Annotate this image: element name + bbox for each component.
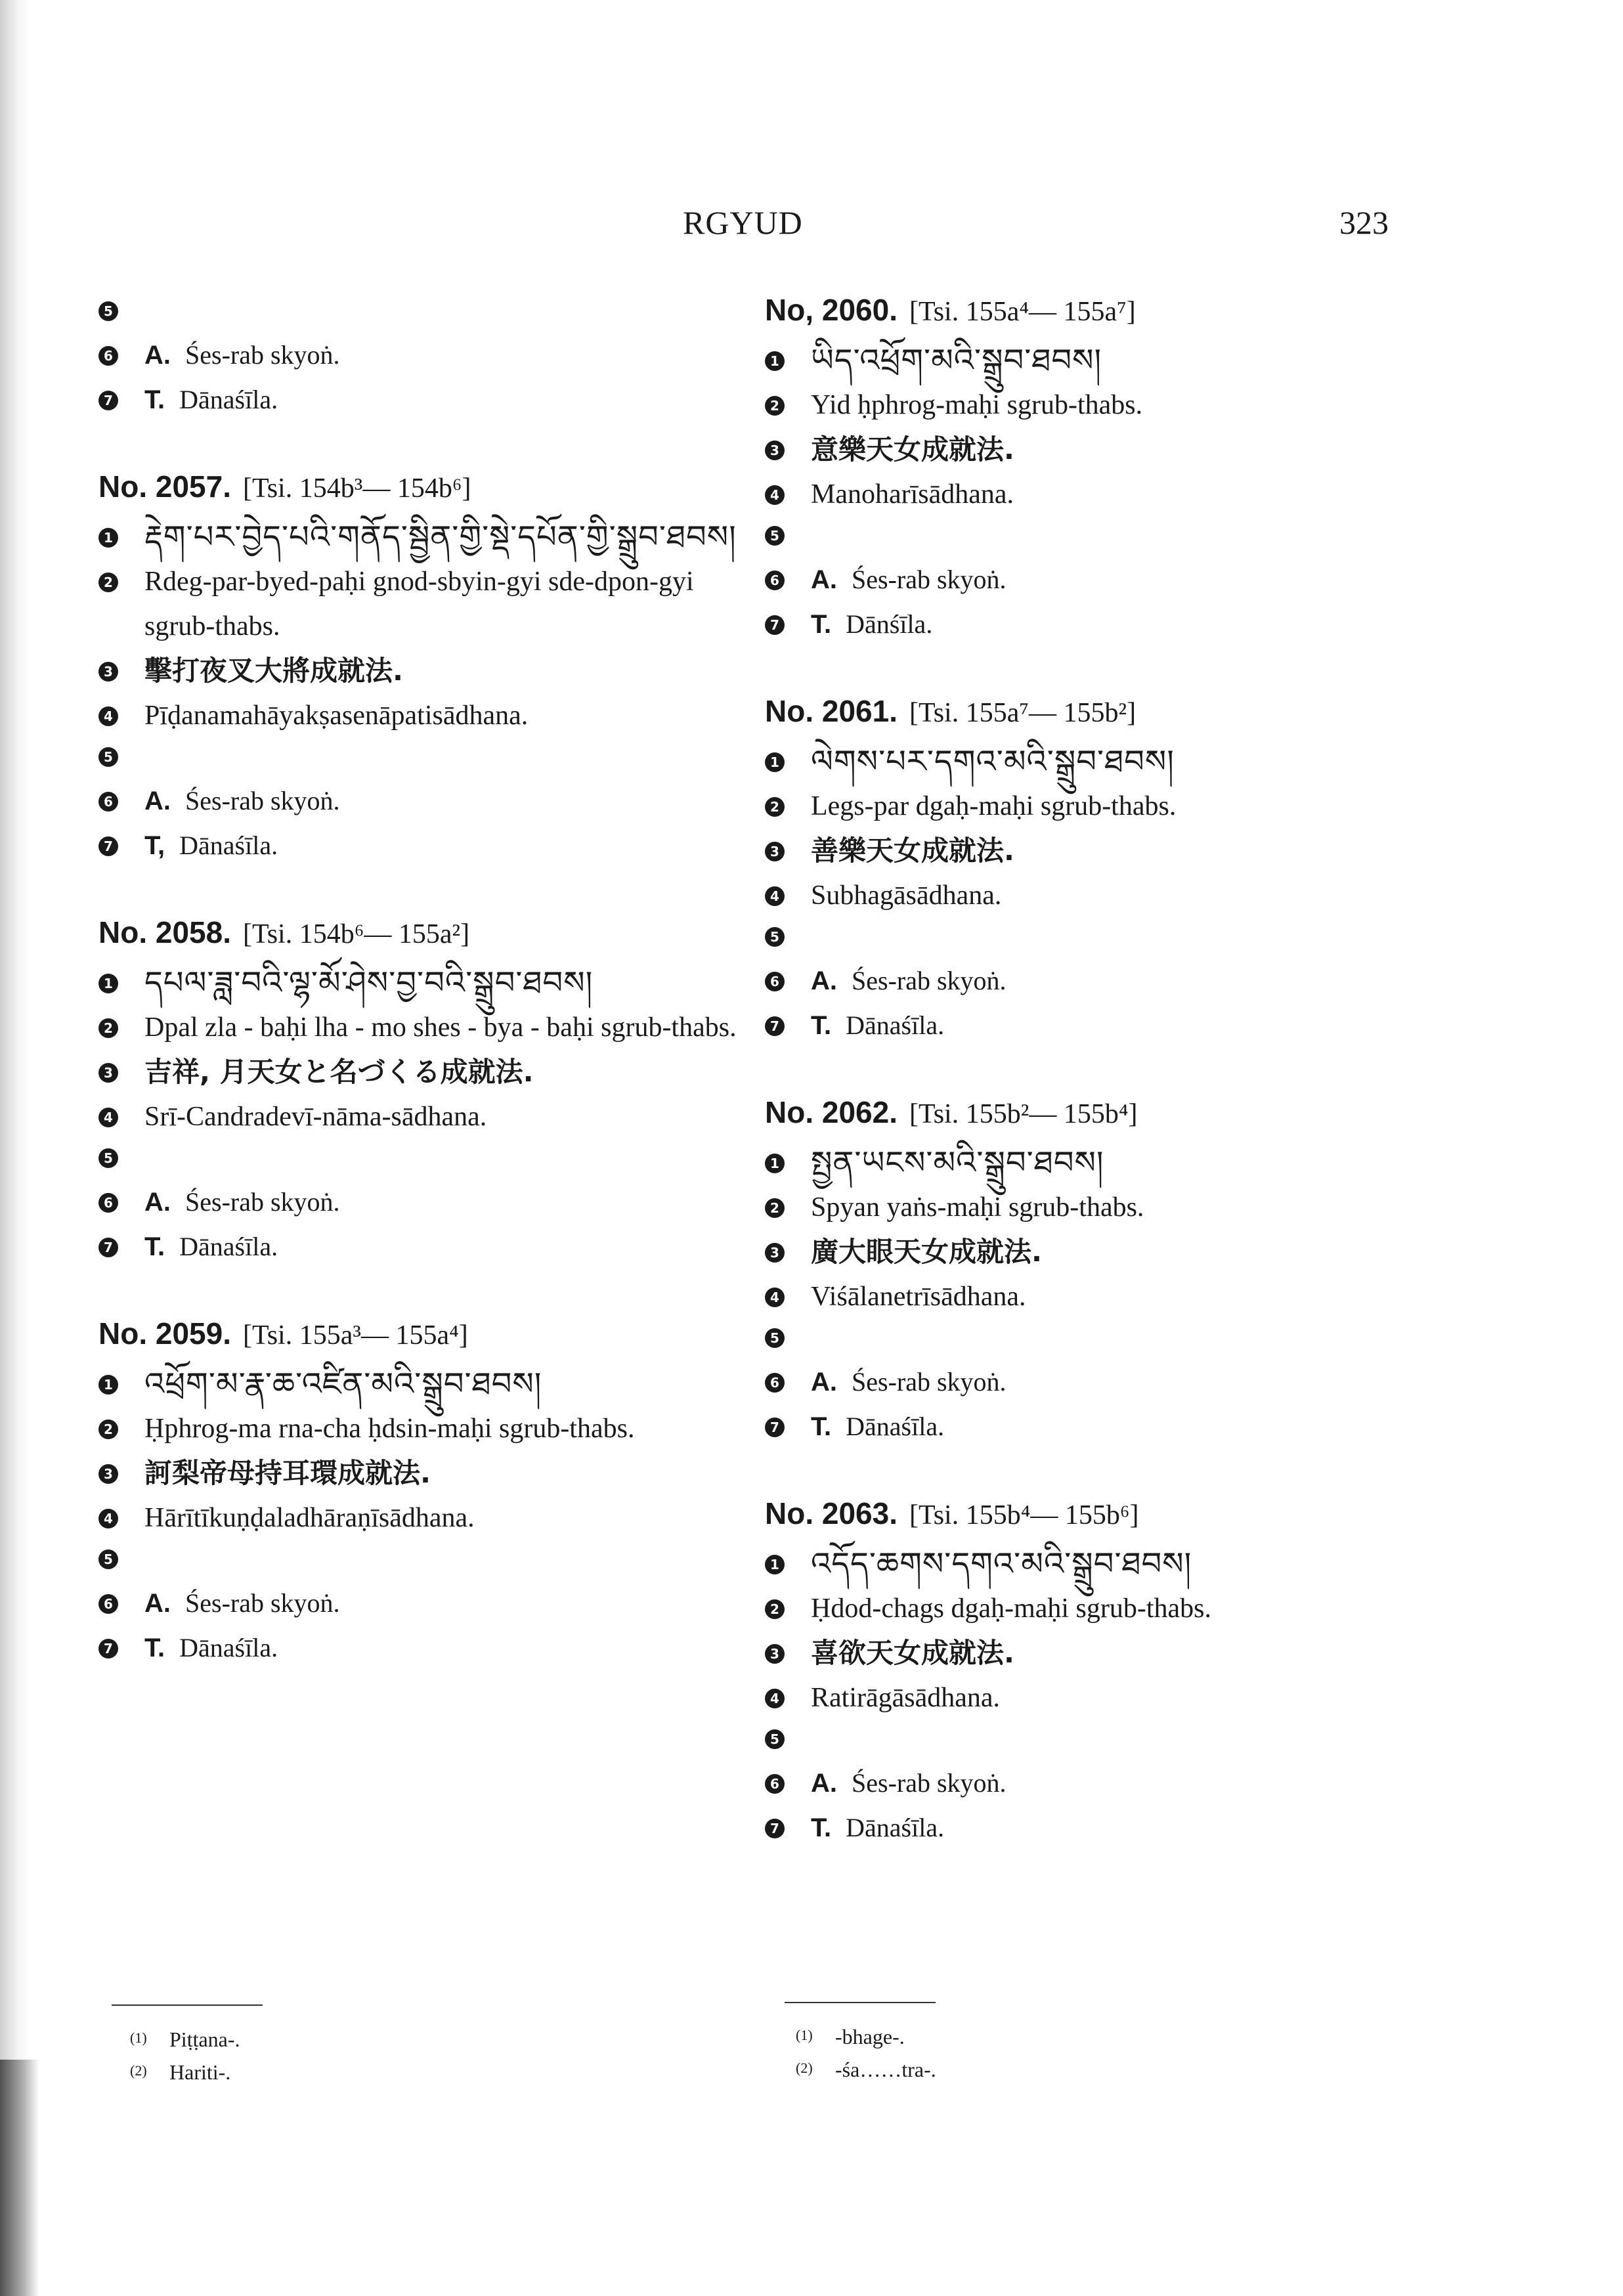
entry-list [98,466,755,1674]
author [811,1364,1421,1400]
field-line [765,1765,1421,1809]
author [811,561,1421,598]
author [811,1765,1421,1802]
entry-heading [98,1312,755,1356]
sanskrit-title: Hārītīkuṇḍaladhāraṇīsādhana. [144,1503,475,1533]
author: Śes-rab skyoṅ. [852,1367,1006,1397]
author [144,783,755,819]
field-line [765,1542,1421,1586]
field-line [98,1630,755,1674]
translator [144,1228,755,1265]
footnote-rule [112,2004,263,2006]
entry-number: No. 2061. [765,694,898,728]
field-line [98,1094,755,1139]
translator: Dānaśīla. [179,385,278,414]
number-marker: 7 [765,615,785,635]
number-marker: 6 [98,792,118,812]
number-marker: 5 [98,1148,118,1168]
catalog-entry [765,289,1421,651]
transliteration: Spyan yaṅs-maḥi sgrub-thabs. [811,1192,1144,1223]
field-line [98,827,755,872]
tibetan-title: སྤྱན་ཡངས་མའི་སྒྲུབ་ཐབས། [811,1144,1104,1181]
field-line [765,1274,1421,1319]
field-line [765,561,1421,606]
translator-label: T. [144,1634,165,1662]
right-column [765,289,1421,1854]
translator [811,1408,1421,1445]
number-marker: 3 [765,1644,785,1664]
field-line [98,381,755,426]
number-marker: 2 [765,1599,785,1619]
translator: Dānaśīla. [179,1232,278,1261]
number-marker: 1 [98,528,118,548]
chinese-title: 善樂天女成就法. [811,834,1014,867]
number-marker: 3 [98,1464,118,1484]
folio-reference: [Tsi. 155b²— 155b⁴] [909,1099,1138,1129]
field-line [98,559,755,649]
entry-number: No. 2057. [98,469,231,504]
number-marker: 2 [765,797,785,817]
author-label: A. [144,1188,171,1217]
number-marker: 7 [98,836,118,856]
folio-reference: [Tsi. 155b⁴— 155b⁶] [909,1500,1139,1530]
number-marker: 1 [98,974,118,993]
catalog-entry [765,1492,1421,1854]
translator: Dānśīla. [846,609,933,639]
catalog-entry [98,466,755,872]
field-line [765,338,1421,383]
page-scan-edge [0,0,30,2296]
chinese-title: 意樂天女成就法. [811,433,1014,466]
author-label: A. [144,787,171,815]
catalog-entry [765,690,1421,1052]
number-marker: 1 [765,1154,785,1173]
chinese-title: 喜欲天女成就法. [811,1637,1014,1669]
page-number: 323 [1339,204,1389,241]
number-marker: 7 [765,1016,785,1036]
field-line [98,1406,755,1451]
sanskrit-title: Manoharīsādhana. [811,479,1014,509]
entry-heading [765,289,1421,333]
field-line [98,1005,755,1050]
footnote: (1) Piṭṭana-. [130,2027,240,2051]
author-label: A. [811,1769,837,1798]
translator [144,827,755,864]
translator: Dānaśīla. [179,831,278,860]
running-header: RGYUD [683,204,803,241]
entry-heading [765,1492,1421,1536]
footnotes-left [130,2022,240,2088]
footnote: (2) Hariti-. [130,2060,231,2084]
number-marker: 6 [765,1774,785,1794]
field-line [765,1720,1421,1765]
folio-reference: [Tsi. 154b³— 154b⁶] [243,473,471,504]
entry-number: No. 2058. [98,915,231,949]
number-marker: 6 [765,571,785,590]
transliteration: Rdeg-par-byed-paḥi gnod-sbyin-gyi sde-dpon-gyi sgrub-thabs. [144,567,694,641]
field-line [98,1362,755,1406]
number-marker: 5 [98,1549,118,1569]
translator-label: T, [144,831,165,860]
field-line [765,784,1421,829]
field-line [765,1319,1421,1364]
number-marker: 6 [98,346,118,366]
author-label: A. [811,1368,837,1397]
number-marker: 7 [98,1639,118,1658]
field-line [765,1185,1421,1230]
field-line [765,1631,1421,1676]
number-marker: 3 [765,1243,785,1263]
chinese-title: 廣大眼天女成就法. [811,1236,1042,1268]
transliteration: Legs-par dgaḥ-maḥi sgrub-thabs. [811,791,1177,821]
number-marker: 1 [765,351,785,371]
field-line [98,1184,755,1228]
catalog-entry [98,1312,755,1674]
translator: Dānaśīla. [846,1412,945,1441]
translator [811,606,1421,643]
number-marker: 3 [98,1063,118,1083]
transliteration: Ḥdod-chags dgaḥ-maḥi sgrub-thabs. [811,1593,1212,1624]
number-marker: 2 [765,396,785,416]
field-line [98,337,755,381]
author [811,963,1421,999]
field-line [98,1585,755,1630]
number-marker: 5 [765,1328,785,1348]
field-line [98,738,755,783]
number-marker: 6 [765,972,785,991]
field-line [98,649,755,693]
number-marker: 2 [98,1018,118,1038]
sanskrit-title: Ratirāgāsādhana. [811,1683,1001,1713]
number-marker: 3 [765,842,785,861]
field-line [765,1007,1421,1052]
translator-label: T. [811,1011,832,1040]
field-line [765,963,1421,1007]
number-marker: 5 [98,747,118,767]
number-marker: 5 [765,927,785,947]
field-line [765,918,1421,963]
number-marker: 6 [98,1193,118,1213]
number-marker: 5 [765,1729,785,1749]
author-label: A. [811,966,837,995]
page-scan-shadow [0,2060,39,2296]
number-marker: 4 [98,1108,118,1127]
author: Śes-rab skyoṅ. [852,565,1006,594]
translator-label: T. [811,1813,832,1842]
number-marker: 1 [765,1555,785,1574]
chinese-title: 擊打夜叉大將成就法. [144,655,403,687]
tibetan-title: རྡེག་པར་བྱེད་པའི་གནོད་སྦྱིན་གྱི་སྡེ་དཔོན་གྱི་སྒྲུབ་ཐབས། [144,519,737,555]
field-line [765,873,1421,918]
field-line [98,1139,755,1184]
author: Śes-rab skyoṅ. [185,1187,340,1217]
number-marker: 7 [765,1819,785,1838]
folio-reference: [Tsi. 154b⁶— 155a²] [243,919,470,949]
number-marker: 7 [98,391,118,410]
field-line [765,1408,1421,1453]
field-line [765,517,1421,561]
entry-heading [765,690,1421,734]
catalog-entry [765,1091,1421,1453]
number-marker: 4 [765,1689,785,1708]
number-marker: 5 [765,526,785,546]
field-line [765,739,1421,784]
entry-heading [765,1091,1421,1135]
sanskrit-title: Srī-Candradevī-nāma-sādhana. [144,1102,487,1132]
footnote: (2) -śa……tra-. [796,2058,936,2081]
field-line [765,383,1421,427]
field-line [765,1140,1421,1185]
number-marker: 2 [98,573,118,592]
number-marker: 1 [765,752,785,772]
field-line [98,693,755,738]
translator-label: T. [144,385,165,414]
translator-label: T. [811,610,832,639]
chinese-title: 訶梨帝母持耳環成就法. [144,1457,431,1489]
translator-label: T. [144,1232,165,1261]
number-marker: 2 [98,1419,118,1439]
number-marker: 4 [765,1288,785,1307]
tibetan-title: འདོད་ཆགས་དགའ་མའི་སྒྲུབ་ཐབས། [811,1546,1192,1582]
number-marker: 4 [98,706,118,726]
footnote: (1) -bhage-. [796,2025,905,2048]
entry-heading [98,911,755,955]
translator: Dānaśīla. [179,1633,278,1662]
tibetan-title: དཔལ་ཟླ་བའི་ལྷ་མོ་ཤེས་བྱ་བའི་སྒྲུབ་ཐབས། [144,964,594,1001]
continued-entry [98,292,755,426]
field-line [98,292,755,337]
number-marker: 2 [765,1198,785,1218]
entry-number: No. 2062. [765,1095,898,1129]
number-marker: 5 [98,301,118,321]
entry-list [765,289,1421,1854]
number-marker: 6 [765,1373,785,1393]
field-line [98,783,755,827]
author: Śes-rab skyoṅ. [185,1588,340,1618]
field-line [98,1496,755,1540]
folio-reference: [Tsi. 155a⁷— 155b²] [909,698,1136,728]
field-line [765,606,1421,651]
field-line [98,961,755,1005]
tibetan-title: ལེགས་པར་དགའ་མའི་སྒྲུབ་ཐབས། [811,743,1175,780]
footnotes-right [796,2020,936,2085]
field-line [98,1451,755,1496]
translator [811,1007,1421,1044]
author [144,1184,755,1221]
catalog-entry [98,911,755,1273]
left-column [98,292,755,1674]
field-line [765,427,1421,472]
author: Śes-rab skyoṅ. [185,340,340,370]
number-marker: 1 [98,1375,118,1395]
number-marker: 6 [98,1594,118,1614]
number-marker: 3 [765,441,785,460]
sanskrit-title: Subhagāsādhana. [811,880,1002,911]
entry-heading [98,466,755,509]
field-line [98,1228,755,1273]
number-marker: 3 [98,662,118,682]
field-line [765,472,1421,517]
number-marker: 4 [98,1509,118,1528]
footnote-rule [785,2002,936,2003]
author [144,1585,755,1622]
field-line [765,1809,1421,1854]
translator-label: T. [811,1412,832,1441]
tibetan-title: ཡིད་འཕྲོག་མའི་སྒྲུབ་ཐབས། [811,342,1102,379]
field-line [765,1676,1421,1720]
field-line [765,829,1421,873]
field-line [98,1050,755,1094]
author-label: A. [144,341,171,370]
field-line [765,1586,1421,1631]
number-marker: 7 [765,1418,785,1437]
author: Śes-rab skyoṅ. [185,786,340,815]
field-line [765,1230,1421,1274]
sanskrit-title: Viśālanetrīsādhana. [811,1282,1026,1312]
transliteration: Ḥphrog-ma rna-cha ḥdsin-maḥi sgrub-thabs. [144,1414,635,1444]
translator: Dānaśīla. [846,1010,945,1040]
translator [144,1630,755,1666]
field-line [765,1364,1421,1408]
author: Śes-rab skyoṅ. [852,1768,1006,1798]
transliteration: Yid ḥphrog-maḥi sgrub-thabs. [811,390,1143,420]
field-line [98,1540,755,1585]
folio-reference: [Tsi. 155a³— 155a⁴] [243,1320,468,1351]
folio-reference: [Tsi. 155a⁴— 155a⁷] [909,297,1136,327]
sanskrit-title: Pīḍanamahāyakṣasenāpatisādhana. [144,701,529,731]
entry-number: No. 2059. [98,1316,231,1351]
author-label: A. [811,565,837,594]
number-marker: 7 [98,1238,118,1257]
translator [811,1809,1421,1846]
author: Śes-rab skyoṅ. [852,966,1006,995]
chinese-title: 吉祥, 月天女と名づくる成就法. [144,1056,534,1088]
number-marker: 4 [765,886,785,906]
field-line [98,515,755,559]
entry-number: No. 2063. [765,1496,898,1530]
transliteration: Dpal zla - baḥi lha - mo shes - bya - baḥi sgrub-thabs. [144,1012,737,1043]
tibetan-title: འཕྲོག་མ་རྣ་ཆ་འཛིན་མའི་སྒྲུབ་ཐབས། [144,1366,542,1402]
author-label: A. [144,1589,171,1618]
entry-number: No, 2060. [765,293,898,327]
translator: Dānaśīla. [846,1813,945,1842]
number-marker: 4 [765,485,785,505]
